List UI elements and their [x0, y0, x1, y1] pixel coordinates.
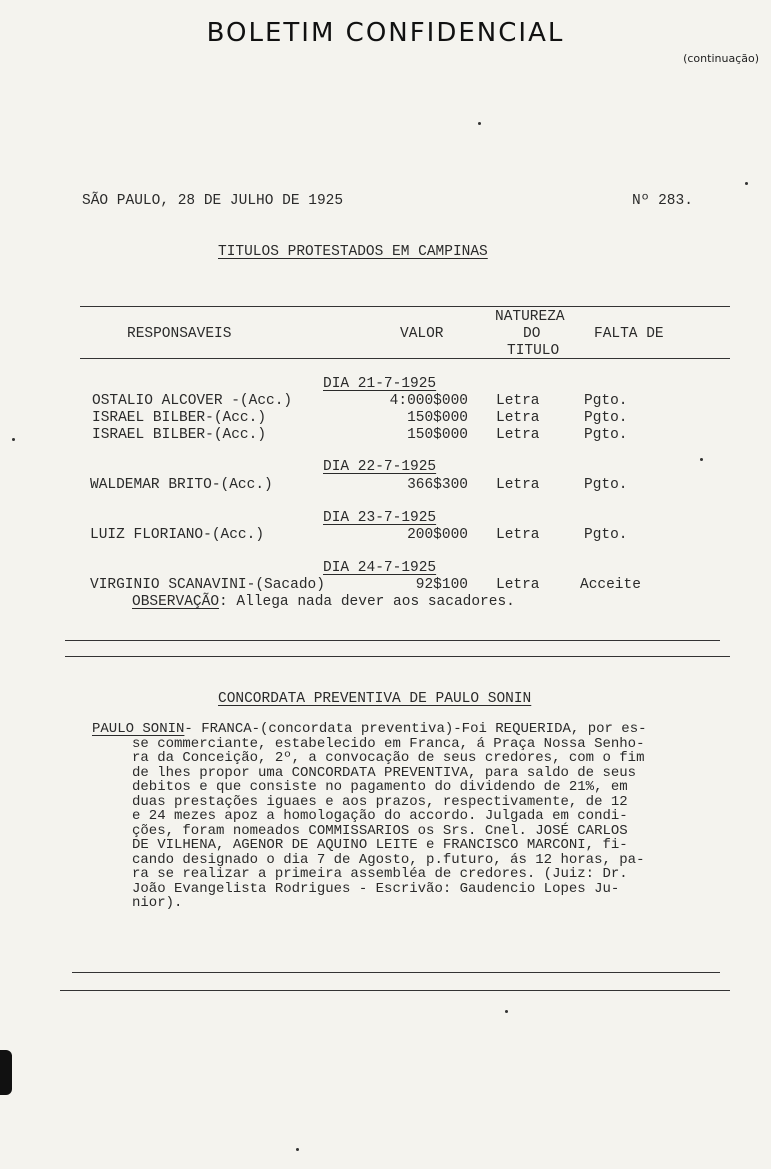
section-title-concordata: CONCORDATA PREVENTIVA DE PAULO SONIN — [218, 691, 532, 707]
paragraph-line: duas prestações iguaes e aos prazos, respectivamente, de 12 — [132, 793, 628, 810]
scan-speck — [745, 182, 748, 185]
paragraph-line: se commerciante, estabelecido em Franca, á Praça Nossa Senho- — [132, 735, 645, 752]
separator-rule — [72, 972, 720, 973]
table-row-falta: Pgto. — [584, 527, 628, 543]
table-row-name: ISRAEL BILBER-(Acc.) — [92, 410, 267, 426]
paragraph-line: João Evangelista Rodrigues - Escrivão: Gaudencio Lopes Ju- — [132, 880, 620, 897]
table-row-value: 200$000 — [407, 527, 468, 543]
table-row-nature: Letra — [496, 410, 540, 426]
table-row-nature: Letra — [496, 427, 540, 443]
continuation-label: (continuação) — [683, 52, 759, 65]
paragraph-line: debitos e que consiste no pagamento do dividendo de 21%, em — [132, 779, 628, 795]
table-row-name: VIRGINIO SCANAVINI-(Sacado) — [90, 577, 325, 593]
col-natureza-1: NATUREZA — [495, 309, 565, 325]
table-row-falta: Pgto. — [584, 477, 628, 493]
table-row-name: ISRAEL BILBER-(Acc.) — [92, 427, 267, 443]
paragraph-lead: PAULO SONIN — [92, 721, 185, 737]
scan-speck — [478, 122, 481, 125]
scan-speck — [12, 438, 15, 441]
scan-speck — [700, 458, 703, 461]
section-title-protests: TITULOS PROTESTADOS EM CAMPINAS — [218, 244, 488, 260]
paragraph-line: ra se realizar a primeira assembléa de credores. (Juiz: Dr. — [132, 866, 628, 882]
observation-line — [132, 594, 515, 610]
separator-rule — [65, 656, 730, 657]
table-row-name: LUIZ FLORIANO-(Acc.) — [90, 527, 265, 543]
table-row-falta: Pgto. — [584, 427, 628, 443]
table-row-value: 366$300 — [407, 477, 468, 493]
bulletin-number: Nº 283. — [632, 193, 693, 209]
paragraph-line: ções, foram nomeados COMMISSARIOS os Srs. Cnel. JOSÉ CARLOS — [132, 822, 628, 839]
separator-rule — [60, 990, 730, 991]
table-row-falta: Acceite — [580, 577, 641, 593]
table-row-value: 150$000 — [407, 427, 468, 443]
table-top-rule — [80, 306, 730, 307]
bulletin-title: BOLETIM CONFIDENCIAL — [206, 18, 565, 48]
paragraph-line: ra da Conceição, 2º, a convocação de seus credores, com o fim — [132, 750, 645, 766]
table-row-name: WALDEMAR BRITO-(Acc.) — [90, 477, 273, 493]
scan-speck — [505, 1010, 508, 1013]
table-row-nature: Letra — [496, 393, 540, 409]
paragraph-line: e 24 mezes apoz a homologação do accordo. Julgada em condi- — [132, 808, 628, 824]
concordata-paragraph — [92, 722, 742, 911]
table-row-nature: Letra — [496, 577, 540, 593]
col-natureza-2: DO — [523, 326, 541, 342]
col-falta: FALTA DE — [594, 326, 664, 342]
group-date: DIA 22-7-1925 — [323, 459, 437, 475]
col-natureza-3: TITULO — [507, 343, 560, 359]
paragraph-line: cando designado o dia 7 de Agosto, p.futuro, ás 12 horas, pa- — [132, 851, 645, 868]
table-row-falta: Pgto. — [584, 410, 628, 426]
table-row-falta: Pgto. — [584, 393, 628, 409]
separator-rule — [65, 640, 720, 641]
col-responsaveis: RESPONSAVEIS — [127, 326, 232, 342]
paragraph-line: - FRANCA-(concordata preventiva)-Foi REQUERIDA, por es- — [184, 721, 647, 737]
table-row-value: 150$000 — [407, 410, 468, 426]
col-valor: VALOR — [400, 326, 444, 342]
observation-text: : Allega nada dever aos sacadores. — [219, 594, 515, 610]
place-date: SÃO PAULO, 28 DE JULHO DE 1925 — [82, 193, 344, 209]
group-date: DIA 24-7-1925 — [323, 560, 437, 576]
table-row-value: 4:000$000 — [389, 393, 468, 409]
paragraph-line: nior). — [132, 895, 183, 911]
table-row-nature: Letra — [496, 477, 540, 493]
table-row-nature: Letra — [496, 527, 540, 543]
paragraph-line: DE VILHENA, AGENOR DE AQUINO LEITE e FRANCISCO MARCONI, fi- — [132, 837, 628, 853]
table-header-rule — [80, 358, 730, 359]
table-row-name: OSTALIO ALCOVER -(Acc.) — [92, 393, 293, 409]
observation-label: OBSERVAÇÃO — [132, 594, 220, 610]
group-date: DIA 23-7-1925 — [323, 510, 437, 526]
scan-speck — [296, 1148, 299, 1151]
paragraph-line: de lhes propor uma CONCORDATA PREVENTIVA, para saldo de seus — [132, 764, 637, 781]
table-row-value: 92$100 — [415, 577, 468, 593]
scan-margin-mark — [0, 1050, 12, 1095]
group-date: DIA 21-7-1925 — [323, 376, 437, 392]
